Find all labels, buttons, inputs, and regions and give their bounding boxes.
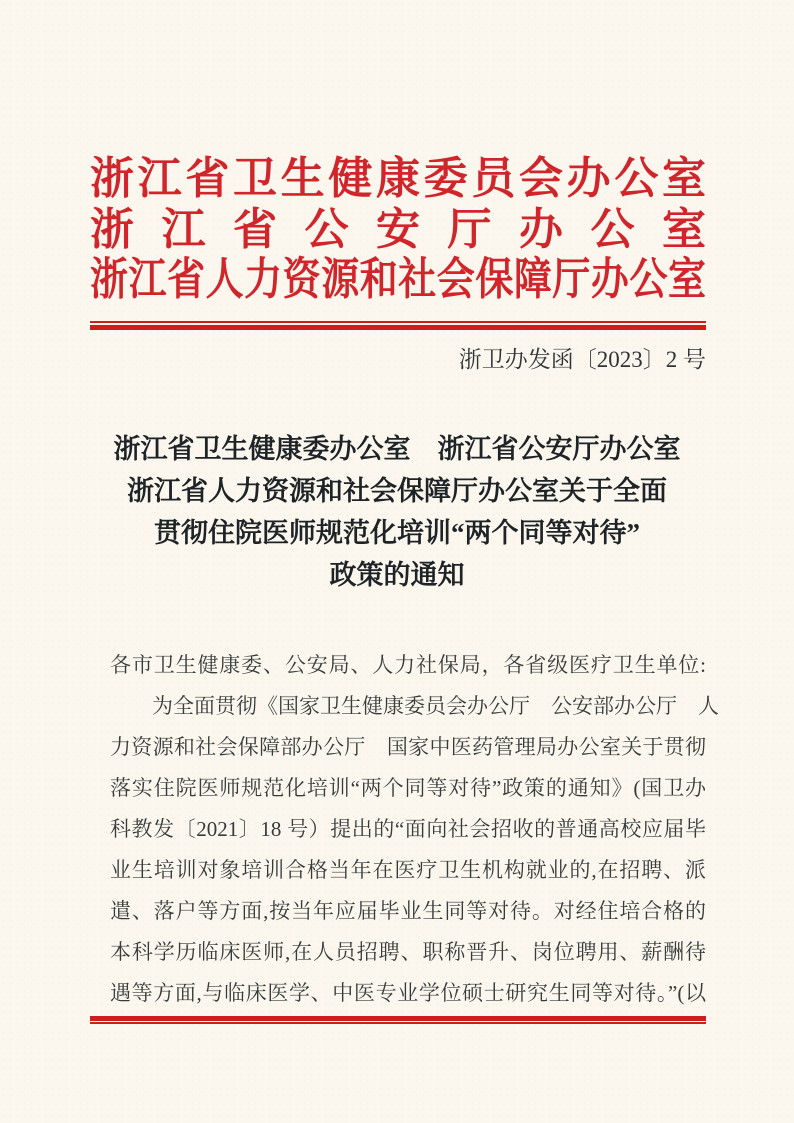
letterhead: [90, 153, 706, 306]
body-paragraph-line-5: 业生培训对象培训合格当年在医疗卫生机构就业的,在招聘、派: [110, 858, 706, 882]
document-number: 浙卫办发函〔2023〕2 号: [458, 347, 706, 372]
red-separator-top: [90, 321, 706, 330]
salutation-line: 各市卫生健康委、公安局、人力社保局，各省级医疗卫生单位:: [110, 653, 706, 677]
body-paragraph-line-1: 为全面贯彻《国家卫生健康委员会办公厅 公安部办公厅 人: [152, 694, 719, 718]
red-separator-bottom-thin-bar: [90, 1022, 706, 1024]
notice-title-line-1: 浙江省卫生健康委办公室 浙江省公安厅办公室: [113, 434, 681, 464]
letterhead-org-line-3: 浙江省人力资源和社会保障厅办公室: [90, 255, 706, 305]
letterhead-org-line-2: 浙江省公安厅办公室: [90, 205, 706, 254]
notice-title-line-2: 浙江省人力资源和社会保障厅办公室关于全面: [127, 476, 667, 506]
body-paragraph-line-8: 遇等方面,与临床医学、中医专业学位硕士研究生同等对待。”(以: [110, 981, 706, 1005]
notice-title: [80, 428, 714, 596]
body-paragraph-line-6: 遣、落户等方面,按当年应届毕业生同等对待。对经住培合格的: [110, 899, 706, 923]
body-text: [110, 645, 719, 1014]
red-separator-bottom: [90, 1016, 706, 1024]
notice-title-line-3: 贯彻住院医师规范化培训“两个同等对待”: [154, 518, 640, 548]
body-paragraph-line-2: 力资源和社会保障部办公厅 国家中医药管理局办公室关于贯彻: [110, 735, 706, 759]
red-separator-top-thick-bar: [90, 325, 706, 330]
letterhead-org-line-1: 浙江省卫生健康委员会办公室: [90, 154, 706, 203]
body-paragraph-line-3: 落实住院医师规范化培训“两个同等对待”政策的通知》(国卫办: [110, 776, 706, 800]
body-paragraph-line-4: 科教发〔2021〕18 号）提出的“面向社会招收的普通高校应届毕: [110, 817, 706, 841]
body-paragraph-line-7: 本科学历临床医师,在人员招聘、职称晋升、岗位聘用、薪酬待: [110, 940, 706, 964]
notice-title-line-4: 政策的通知: [329, 560, 465, 590]
